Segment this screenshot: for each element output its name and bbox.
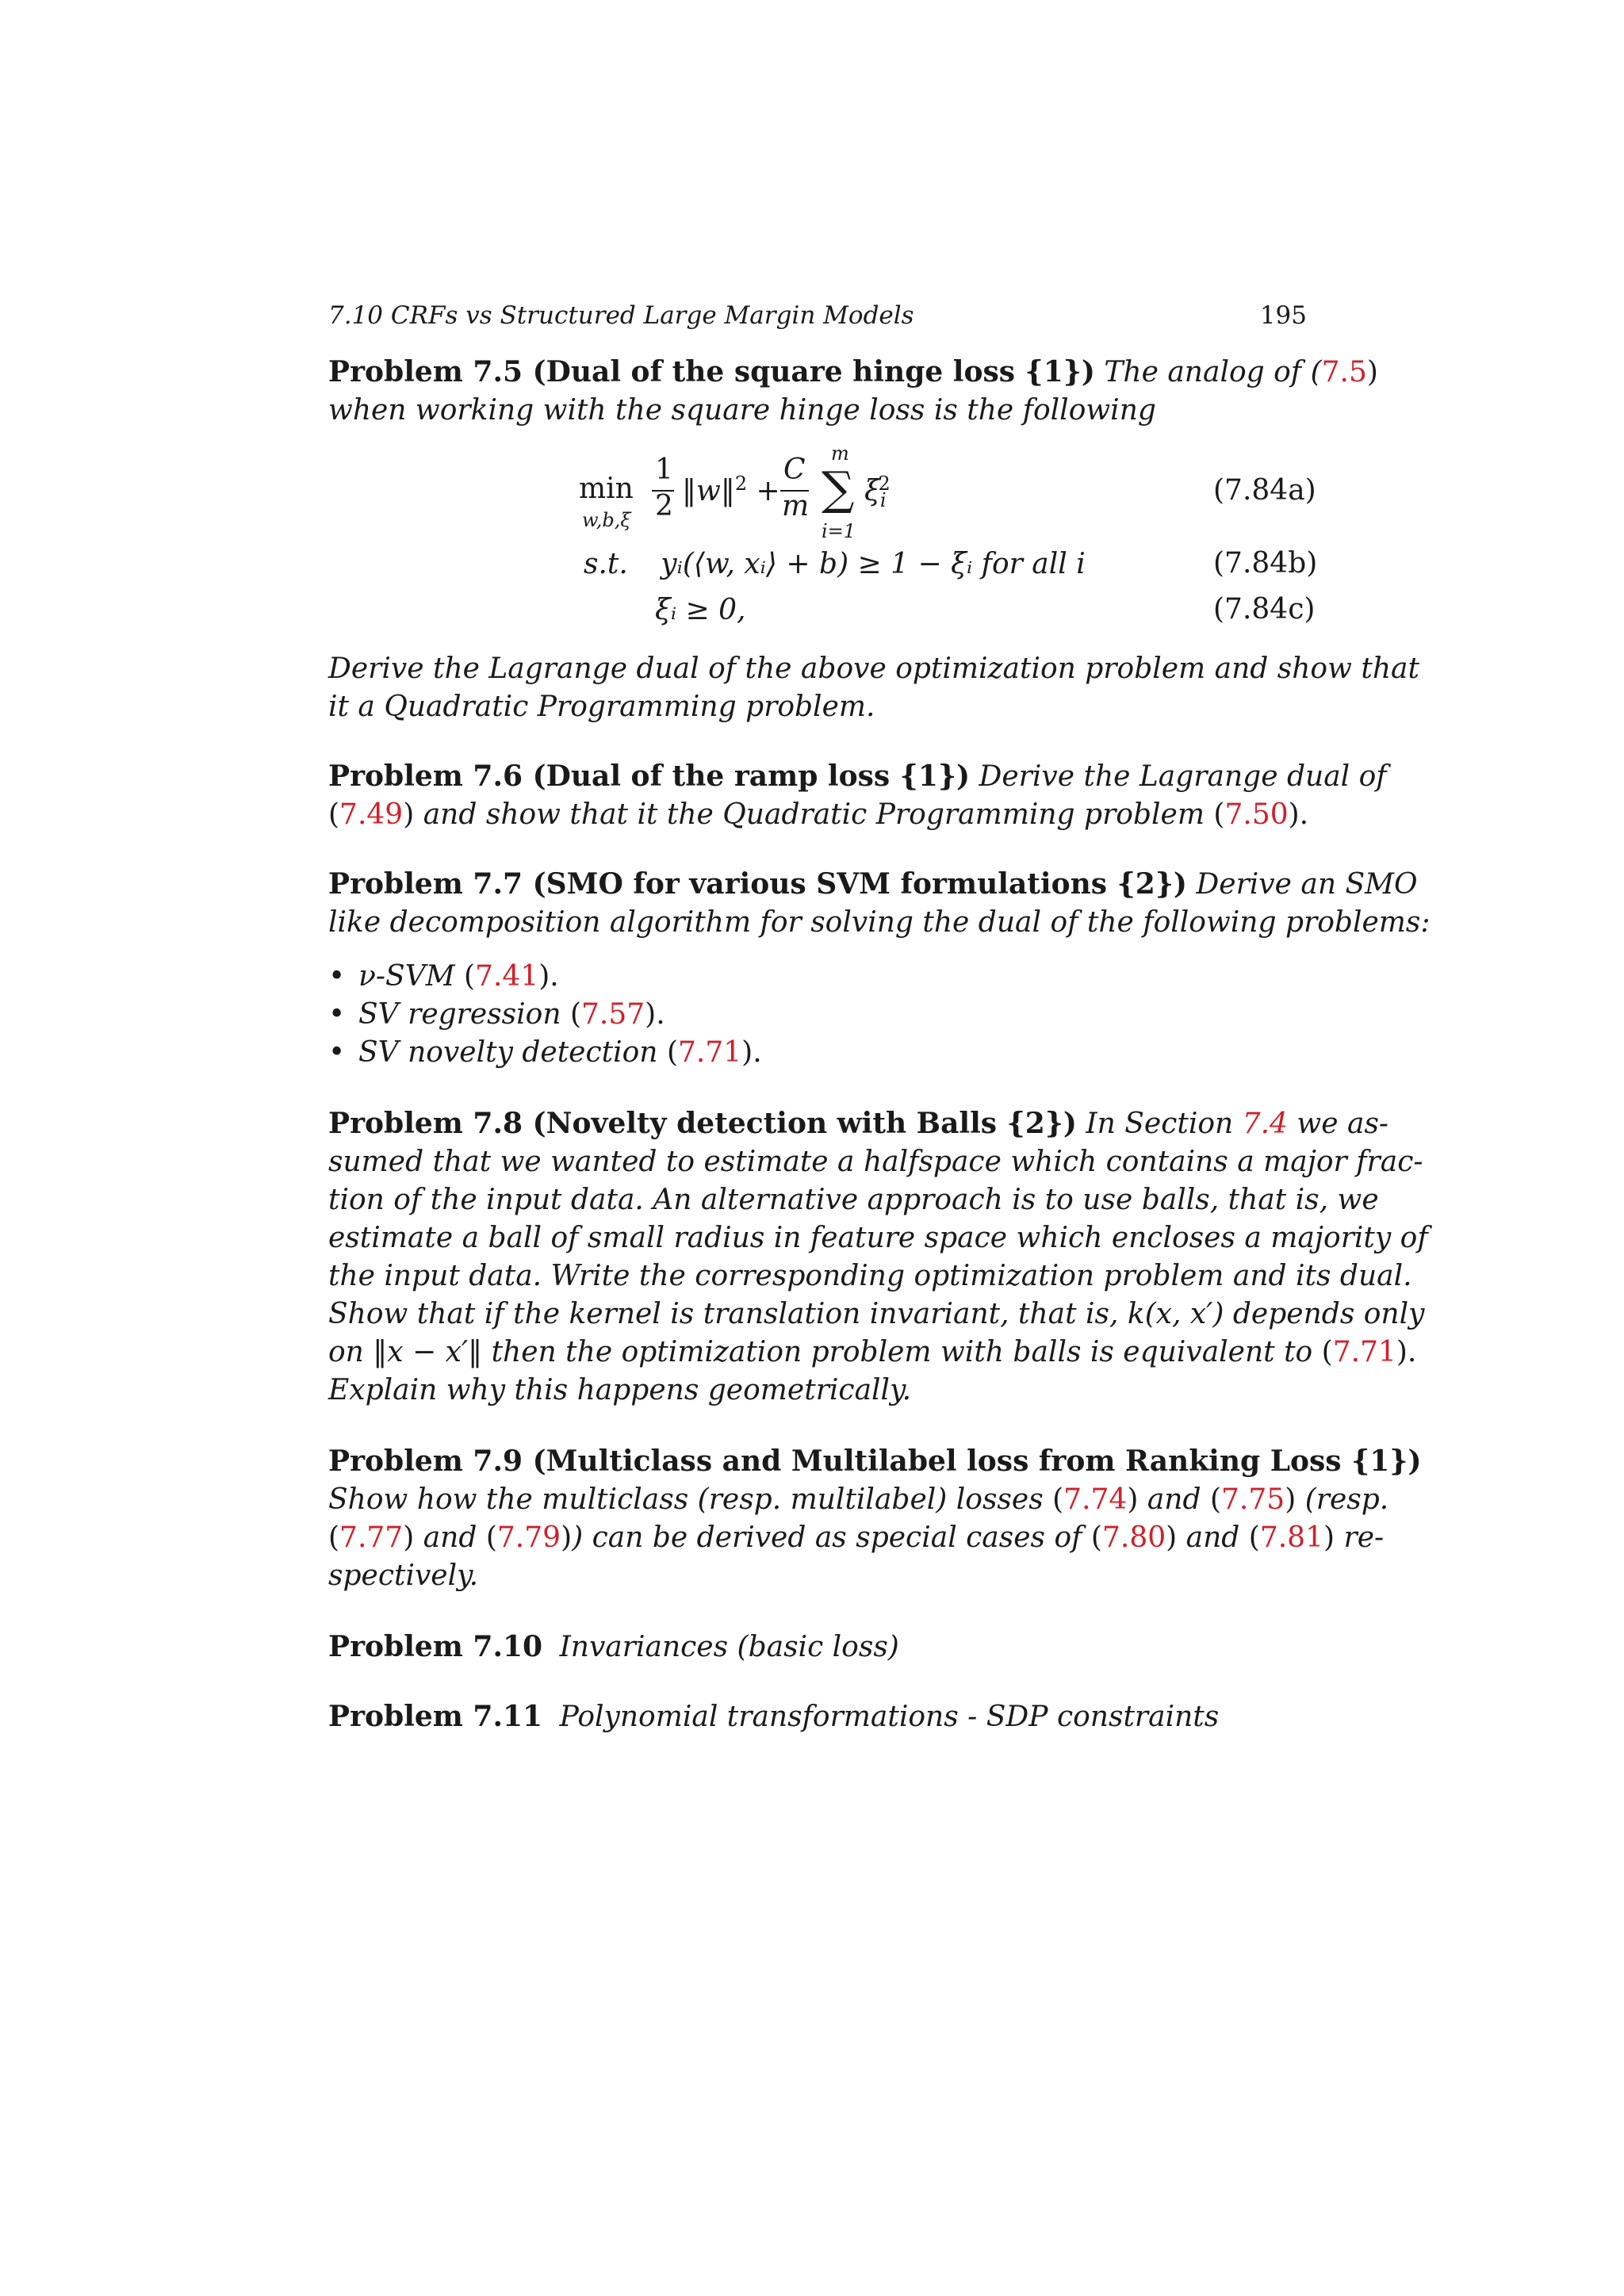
page-number: 195 — [1259, 301, 1307, 330]
text-line: on ‖x − x′‖ then the optimization problem with balls is equivalent to (7.71). — [328, 1336, 1417, 1368]
text-line: (7.77) and (7.79)) can be derived as special cases of (7.80) and (7.81) re- — [328, 1521, 1385, 1554]
equation-link[interactable]: 7.71 — [1332, 1336, 1396, 1368]
eq-min-sub: w,b,ξ — [582, 509, 631, 531]
equation-link[interactable]: 7.79 — [496, 1521, 561, 1554]
eq-constraint: yᵢ(⟨w, xᵢ⟩ + b) ≥ 1 − ξᵢ for all i — [661, 548, 1086, 580]
text-line: the input data. Write the corresponding optimization problem and its dual. — [328, 1260, 1412, 1292]
equation-link[interactable]: 7.77 — [339, 1521, 404, 1554]
text-line: estimate a ball of small radius in feature space which encloses a majority of — [328, 1222, 1428, 1254]
equation-link[interactable]: 7.57 — [581, 998, 645, 1031]
text-line: Explain why this happens geometrically. — [328, 1374, 912, 1406]
problem-title: Problem 7.8 (Novelty detection with Balls {2}) — [328, 1107, 1077, 1140]
text-line: Show that if the kernel is translation invariant, that is, k(x, x′) depends only — [328, 1298, 1425, 1330]
problem-7-10-heading: Problem 7.10 Invariances (basic loss) — [328, 1630, 899, 1663]
list-item: • ν-SVM (7.41). — [328, 960, 559, 993]
equation-7-84c: ξᵢ ≥ 0, — [655, 594, 746, 626]
problem-7-5-heading: Problem 7.5 (Dual of the square hinge loss {1}) The analog of (7.5) — [328, 355, 1378, 388]
problem-7-9-heading — [328, 1445, 1421, 1479]
problem-7-8-heading: Problem 7.8 (Novelty detection with Balls {2}) In Section 7.4 we as- — [328, 1107, 1389, 1140]
text-line: (7.49) and show that it the Quadratic Programming problem (7.50). — [328, 798, 1309, 831]
problem-7-6-heading: Problem 7.6 (Dual of the ramp loss {1}) Derive the Lagrange dual of — [328, 760, 1387, 793]
equation-7-84b — [584, 547, 1086, 581]
equation-link[interactable]: 7.81 — [1259, 1521, 1323, 1554]
equation-number: (7.84c) — [1213, 593, 1316, 626]
running-header — [328, 301, 1307, 330]
equation-link[interactable]: 7.5 — [1321, 356, 1367, 388]
equation-7-84a: min w,b,ξ 1 2 ‖w‖$^2$ + C m m ∑ i=1 $\xi_i^2$ — [579, 442, 891, 542]
equation-link[interactable]: 7.49 — [339, 798, 404, 831]
eq-min: min — [579, 473, 634, 505]
text-line: when working with the square hinge loss is the following — [328, 394, 1156, 427]
problem-title: Problem 7.10 — [328, 1630, 543, 1663]
equation-link[interactable]: 7.80 — [1101, 1521, 1166, 1554]
equation-link[interactable]: 7.50 — [1224, 798, 1289, 831]
equation-number: (7.84b) — [1213, 547, 1318, 580]
text-line: it a Quadratic Programming problem. — [328, 691, 875, 723]
list-item: • SV novelty detection (7.71). — [328, 1036, 762, 1069]
text-line: like decomposition algorithm for solving the dual of the following problems: — [328, 906, 1431, 939]
text-line: sumed that we wanted to estimate a halfspace which contains a major frac- — [328, 1146, 1423, 1178]
text-line: tion of the input data. An alternative approach is to use balls, that is, we — [328, 1184, 1379, 1216]
section-link[interactable]: 7.4 — [1242, 1108, 1288, 1140]
problem-7-11-heading: Problem 7.11 Polynomial transformations - SDP constraints — [328, 1700, 1220, 1733]
equation-link[interactable]: 7.75 — [1221, 1483, 1285, 1516]
list-item: • SV regression (7.57). — [328, 998, 665, 1031]
problem-title: Problem 7.9 (Multiclass and Multilabel loss from Ranking Loss {1}) — [328, 1445, 1422, 1478]
equation-link[interactable]: 7.71 — [678, 1036, 742, 1069]
text-line: Derive the Lagrange dual of the above optimization problem and show that — [328, 652, 1419, 685]
problem-title: Problem 7.7 (SMO for various SVM formulations {2}) — [328, 867, 1187, 901]
problem-title: Problem 7.5 (Dual of the square hinge loss {1}) — [328, 355, 1095, 388]
equation-number: (7.84a) — [1213, 474, 1316, 507]
text-line: Show how the multiclass (resp. multilabel) losses (7.74) and (7.75) (resp. — [328, 1483, 1389, 1516]
problem-7-7-heading: Problem 7.7 (SMO for various SVM formulations {2}) Derive an SMO — [328, 867, 1418, 901]
problem-title: Problem 7.11 — [328, 1700, 543, 1733]
problem-title: Problem 7.6 (Dual of the ramp loss {1}) — [328, 760, 971, 793]
equation-link[interactable]: 7.41 — [475, 960, 539, 993]
section-title: 7.10 CRFs vs Structured Large Margin Models — [328, 301, 914, 330]
text-line: spectively. — [328, 1559, 479, 1592]
eq-st: s.t. — [584, 548, 628, 580]
equation-link[interactable]: 7.74 — [1063, 1483, 1128, 1516]
